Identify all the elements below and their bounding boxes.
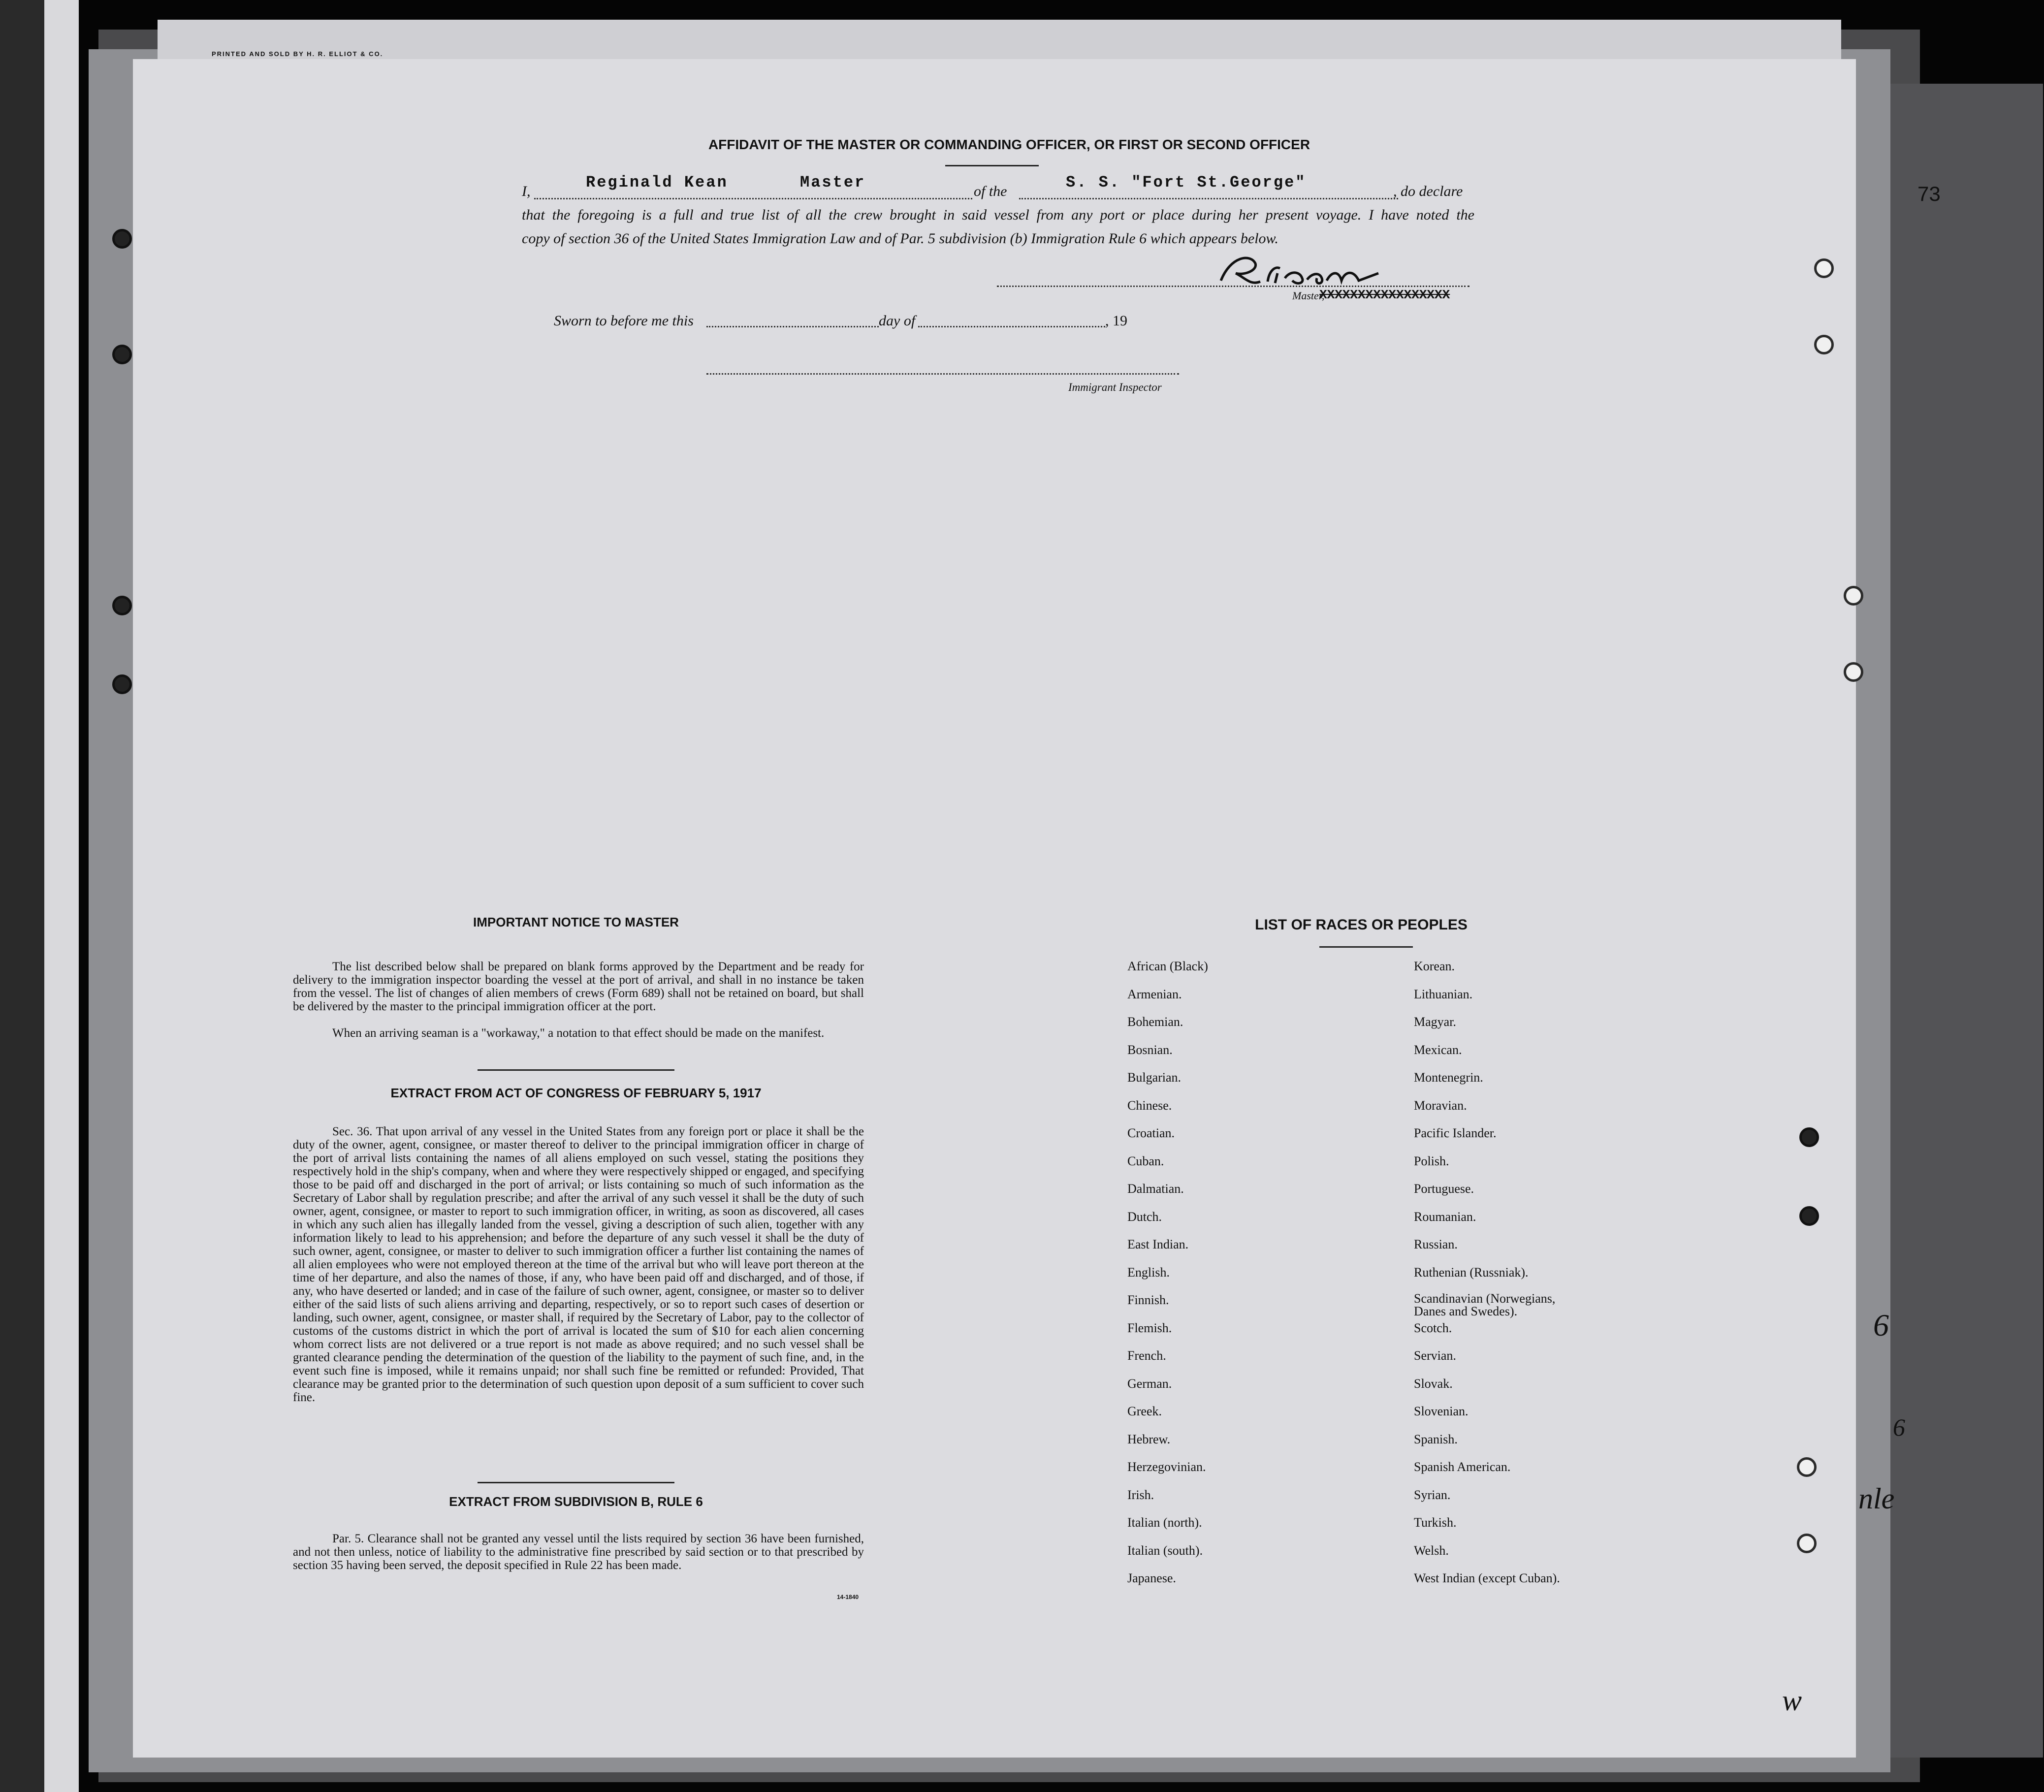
race-item: Russian. (1414, 1237, 1458, 1251)
race-item: Finnish. (1127, 1293, 1169, 1307)
race-item: French. (1127, 1348, 1166, 1363)
year-label: , 19 (1105, 313, 1127, 329)
race-item: Pacific Islander. (1414, 1126, 1497, 1140)
races-left-column (1127, 953, 1208, 1593)
race-item: Herzegovinian. (1127, 1460, 1206, 1474)
master-name: Reginald Kean (586, 173, 728, 192)
race-item: Syrian. (1414, 1487, 1451, 1502)
do-declare-label: , do declare (1393, 183, 1463, 199)
race-item: Ruthenian (Russniak). (1414, 1265, 1529, 1280)
race-item: Flemish. (1127, 1320, 1172, 1335)
section-divider (478, 1069, 674, 1071)
punch-hole-icon (1814, 258, 1834, 278)
title-divider (945, 165, 1039, 166)
race-item: Montenegrin. (1414, 1070, 1483, 1085)
race-item: West Indian (except Cuban). (1414, 1571, 1560, 1585)
printer-line: PRINTED AND SOLD BY H. R. ELLIOT & CO. (212, 50, 383, 58)
punch-hole-icon (1797, 1534, 1817, 1553)
affidavit-title: AFFIDAVIT OF THE MASTER OR COMMANDING OFFICER, OR FIRST OR SECOND OFFICER (708, 137, 1310, 152)
race-item: Cuban. (1127, 1153, 1164, 1168)
binder-hole-icon (112, 596, 132, 615)
name-line (534, 198, 972, 199)
form-code: 14-1840 (837, 1594, 859, 1600)
sworn-label: Sworn to before me this (554, 313, 694, 329)
page-number: 73 (1917, 182, 1941, 205)
sworn-date-line (706, 326, 879, 327)
punch-hole-icon (1797, 1457, 1817, 1477)
vessel-line (1019, 198, 1398, 199)
of-the-label: of the (974, 183, 1007, 199)
race-item: Croatian. (1127, 1126, 1175, 1140)
rule-title: EXTRACT FROM SUBDIVISION B, RULE 6 (449, 1494, 703, 1509)
vessel-name: S. S. "Fort St.George" (1066, 173, 1307, 192)
signature-caption: Master, (1292, 289, 1325, 302)
race-item: Polish. (1414, 1153, 1449, 1168)
races-title: LIST OF RACES OR PEOPLES (1255, 917, 1468, 933)
act-title: EXTRACT FROM ACT OF CONGRESS OF FEBRUARY 5, 1917 (390, 1086, 762, 1100)
margin-mark: w (1782, 1684, 1802, 1717)
binder-strip (44, 0, 79, 1792)
binder-hole-icon (112, 674, 132, 694)
punch-hole-icon (1799, 1127, 1819, 1147)
day-of-label: day of (879, 313, 916, 329)
race-item: Turkish. (1414, 1515, 1457, 1530)
section-divider (478, 1482, 674, 1483)
race-item: Dalmatian. (1127, 1182, 1184, 1196)
punch-hole-icon (1814, 335, 1834, 354)
race-item: Italian (south). (1127, 1543, 1203, 1558)
race-item: Italian (north). (1127, 1515, 1202, 1530)
punch-hole-icon (1844, 662, 1863, 682)
race-item: Hebrew. (1127, 1432, 1171, 1446)
month-line (918, 326, 1105, 327)
race-item: African (Black) (1127, 959, 1208, 973)
race-item: Armenian. (1127, 987, 1182, 1001)
race-item: Lithuanian. (1414, 987, 1473, 1001)
race-item: Roumanian. (1414, 1209, 1476, 1224)
race-item: Japanese. (1127, 1571, 1176, 1585)
act-text: Sec. 36. That upon arrival of any vessel in the United States from any foreign port or place it shall be the duty of the owner, agent, consignee, or master thereof to deliver to the principal immigration officer in charge of the port of arrival lists containing the names of all aliens employed on such vessel, stating the positions they respectively hold in the ship's company, when and where they were respectively shipped or engaged, and specifying those to be paid off and discharged in the port of arrival; or lists containing so much of such information as the Secretary of Labor shall by regulation prescribe; and after the arrival of any such vessel it shall be the duty of such owner, agent, consignee, or master to report to such immigration officer, in writing, as soon as discovered, all cases in which any such alien has illegally landed from the vessel, giving a description of such alien, together with any information likely to lead to his apprehension; and before the departure of any such vessel it shall be the duty of such owner, agent, consignee, or master to deliver to such immigration officer a further list containing the names of all alien employees who were not employed thereon at the time of the arrival but who will leave port thereon at the time of her departure, and also the names of those, if any, who have been paid off and discharged, and of those, if any, who have deserted or landed; and in case of the failure of such owner, agent, consignee, or master so to deliver either of the said lists of such aliens arriving and departing, respectively, or so to report such cases of desertion or landing, such owner, agent, consignee, or master shall, if required by the Secretary of Labor, pay to the collector of customs of the customs district in which the port of arrival is located the sum of $10 for each alien concerning whom correct lists are not delivered or a true report is not made as above required; and no such vessel shall be granted clearance pending the determination of the question of the liability to the payment of such fine, and, in the event such fine is imposed, while it remains unpaid; nor shall such fine be remitted or refunded: Provided, That clearance may be granted prior to the determination of such question upon deposit of a sum sufficient to cover such fine. (293, 1125, 864, 1404)
race-item: Scotch. (1414, 1320, 1452, 1335)
affidavit-line-3: copy of section 36 of the United States Immigration Law and of Par. 5 subdivision (b) Immigration Rule 6 which appears below. (522, 230, 1278, 247)
race-item: Korean. (1414, 959, 1455, 973)
race-item: Bosnian. (1127, 1042, 1173, 1057)
race-item: Scandinavian (Norwegians, Danes and Swedes). (1414, 1291, 1556, 1318)
affidavit-line-2: that the foregoing is a full and true list of all the crew brought in said vessel from any port or place during her present voyage. I have noted the (522, 207, 1474, 223)
inspector-line (706, 373, 1179, 375)
margin-mark: 6 (1873, 1308, 1889, 1343)
race-item: Chinese. (1127, 1098, 1172, 1113)
binder-hole-icon (112, 229, 132, 249)
race-item: Slovenian. (1414, 1404, 1469, 1418)
race-item: Greek. (1127, 1404, 1162, 1418)
margin-mark: 6 (1893, 1413, 1905, 1441)
races-divider (1319, 946, 1413, 948)
notice-paragraph-1: The list described below shall be prepared on blank forms approved by the Department and be ready for delivery to the immigration inspector boarding the vessel at the port of arrival, and shall in no instance be taken from the vessel. The list of changes of alien members of crews (Form 689) shall not be retained on board, but shall be delivered by the master to the principal immigration officer at the port. (293, 960, 864, 1013)
race-item: Portuguese. (1414, 1182, 1474, 1196)
margin-mark: nle (1858, 1482, 1895, 1515)
notice-paragraph-2: When an arriving seaman is a "workaway," a notation to that effect should be made on the manifest. (332, 1026, 825, 1040)
master-rank: Master (800, 173, 866, 192)
race-item: Bohemian. (1127, 1015, 1183, 1029)
punch-hole-icon (1844, 586, 1863, 606)
race-item: Magyar. (1414, 1015, 1456, 1029)
inspector-caption: Immigrant Inspector (1068, 381, 1162, 393)
punch-hole-icon (1799, 1206, 1819, 1226)
binder-spine (0, 0, 44, 1792)
notice-title: IMPORTANT NOTICE TO MASTER (473, 915, 679, 929)
signature-image (1216, 251, 1393, 290)
affidavit-prefix: I, (522, 183, 531, 199)
race-item: Slovak. (1414, 1376, 1453, 1391)
race-item: English. (1127, 1265, 1170, 1280)
race-item: Bulgarian. (1127, 1070, 1182, 1085)
race-item: East Indian. (1127, 1237, 1189, 1251)
race-item: Spanish. (1414, 1432, 1458, 1446)
race-item: Dutch. (1127, 1209, 1162, 1224)
race-item: Irish. (1127, 1487, 1154, 1502)
rule-text: Par. 5. Clearance shall not be granted any vessel until the lists required by section 36 have been furnished, and not then unless, notice of liability to the administrative fine prescribed by said section or to that prescribed by section 35 having been served, the deposit specified in Rule 22 has been made. (293, 1532, 864, 1572)
race-item: Mexican. (1414, 1042, 1462, 1057)
race-item: Moravian. (1414, 1098, 1467, 1113)
race-item: German. (1127, 1376, 1172, 1391)
race-item: Spanish American. (1414, 1460, 1511, 1474)
races-right-column (1414, 953, 1576, 1593)
race-item: Servian. (1414, 1348, 1456, 1363)
race-item: Welsh. (1414, 1543, 1449, 1558)
struck-text: XXXXXXXXXXXXXXXXX (1319, 288, 1450, 302)
binder-hole-icon (112, 345, 132, 364)
